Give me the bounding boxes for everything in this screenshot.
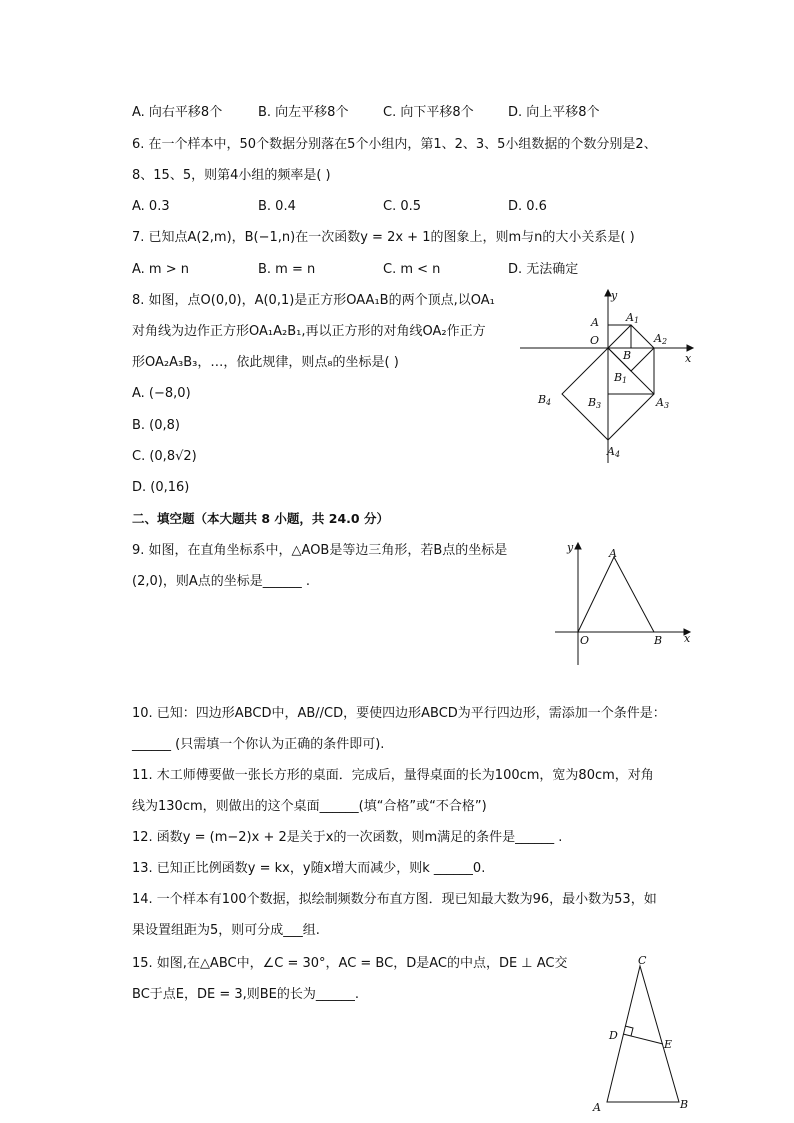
q11-line2: 线为130cm，则做出的这个桌面______(填“合格”或“不合格”) — [132, 799, 487, 814]
q8-option-a: A. (−8,0) — [132, 386, 191, 401]
q8-option-c: C. (0,8√2) — [132, 449, 197, 464]
q6-option-a: A. 0.3 — [132, 199, 170, 214]
q8-label-b4-sub: 4 — [546, 398, 552, 407]
q8-option-d: D. (0,16) — [132, 480, 190, 495]
q7-option-b: B. m = n — [258, 262, 316, 277]
q8-figure — [515, 285, 715, 465]
section-title-fill-in: 二、填空题（本大题共 8 小题，共 24.0 分） — [132, 511, 389, 526]
q8-line2: 对角线为边作正方形OA₁A₂B₁,再以正方形的对角线OA₂作正方 — [132, 324, 486, 339]
q8-label-b: B — [623, 349, 632, 362]
q15-figure — [588, 952, 698, 1117]
q9-figure — [550, 535, 700, 670]
q8-label-a2-sub: 2 — [662, 337, 668, 346]
q8-label-a3: A — [656, 396, 664, 409]
q8-label-a2: A — [654, 332, 662, 345]
q15-label-a: A — [593, 1101, 601, 1114]
q8-label-b3: B — [588, 396, 597, 409]
q8-label-o: O — [590, 334, 600, 347]
q8-label-a4: A — [607, 445, 615, 458]
q7-option-a: A. m > n — [132, 262, 189, 277]
q6-line2: 8、15、5，则第4小组的频率是( ) — [132, 168, 331, 183]
q6-line1: 6. 在一个样本中，50个数据分别落在5个小组内，第1、2、3、5小组数据的个数分别是2、 — [132, 137, 657, 152]
q8-label-a: A — [591, 316, 599, 329]
q5-option-c: C. 向下平移8个 — [383, 105, 474, 120]
q8-label-a3-sub: 3 — [664, 401, 670, 410]
q6-option-c: C. 0.5 — [383, 199, 422, 214]
q9-label-x: x — [684, 632, 691, 645]
q8-label-b1: B — [614, 371, 623, 384]
q8-label-x: x — [685, 352, 692, 365]
q10-line1: 10. 已知：四边形ABCD中，AB//CD，要使四边形ABCD为平行四边形，需添加一个条件是： — [132, 706, 666, 721]
q11-line1: 11. 木工师傅要做一张长方形的桌面．完成后，量得桌面的长为100cm，宽为80cm，对角 — [132, 768, 654, 783]
q8-label-b1-sub: 1 — [622, 376, 628, 385]
q6-option-d: D. 0.6 — [508, 199, 547, 214]
q8-label-b4: B — [538, 393, 547, 406]
q5-option-a: A. 向右平移8个 — [132, 105, 223, 120]
q7-line1: 7. 已知点A(2,m)，B(−1,n)在一次函数y = 2x + 1的图象上，则m与n的大小关系是( ) — [132, 230, 635, 245]
q14-line1: 14. 一个样本有100个数据，拟绘制频数分布直方图．现已知最大数为96，最小数为53，如 — [132, 892, 657, 907]
q5-option-d: D. 向上平移8个 — [508, 105, 600, 120]
q15-line1: 15. 如图,在△ABC中，∠C = 30°，AC = BC，D是AC的中点，DE ⊥ AC交 — [132, 956, 568, 971]
q9-label-o: O — [580, 634, 590, 647]
q10-line2: ______ (只需填一个你认为正确的条件即可). — [132, 737, 385, 752]
q8-label-b3-sub: 3 — [596, 401, 602, 410]
q9-line1: 9. 如图，在直角坐标系中，△AOB是等边三角形，若B点的坐标是 — [132, 543, 508, 558]
q8-label-a1: A — [626, 311, 634, 324]
q8-label-a1-sub: 1 — [634, 316, 640, 325]
q9-label-b: B — [654, 634, 663, 647]
q6-option-b: B. 0.4 — [258, 199, 296, 214]
q13-line1: 13. 已知正比例函数y = kx，y随x增大而减少，则k ______0. — [132, 861, 486, 876]
q15-line2: BC于点E，DE = 3,则BE的长为______. — [132, 987, 360, 1002]
q9-label-a: A — [609, 547, 617, 560]
q15-label-d: D — [609, 1029, 618, 1042]
q8-option-b: B. (0,8) — [132, 418, 181, 433]
q15-label-e: E — [664, 1038, 673, 1051]
q7-option-c: C. m < n — [383, 262, 441, 277]
q8-line3: 形OA₂A₃B₃，…，依此规律，则点₈的坐标是( ) — [132, 355, 399, 370]
q12-line1: 12. 函数y = (m−2)x + 2是关于x的一次函数，则m满足的条件是______ . — [132, 830, 563, 845]
q14-line2: 果设置组距为5，则可分成___组. — [132, 923, 320, 938]
q9-label-y: y — [567, 541, 574, 554]
q15-label-b: B — [680, 1098, 689, 1111]
q5-option-b: B. 向左平移8个 — [258, 105, 349, 120]
q7-option-d: D. 无法确定 — [508, 262, 579, 277]
q8-label-y: y — [611, 289, 618, 302]
q8-label-a4-sub: 4 — [615, 450, 621, 459]
q9-line2: (2,0)，则A点的坐标是______ . — [132, 574, 310, 589]
q8-line1: 8. 如图，点O(0,0)，A(0,1)是正方形OAA₁B的两个顶点,以OA₁ — [132, 293, 495, 308]
q15-label-c: C — [638, 954, 647, 967]
